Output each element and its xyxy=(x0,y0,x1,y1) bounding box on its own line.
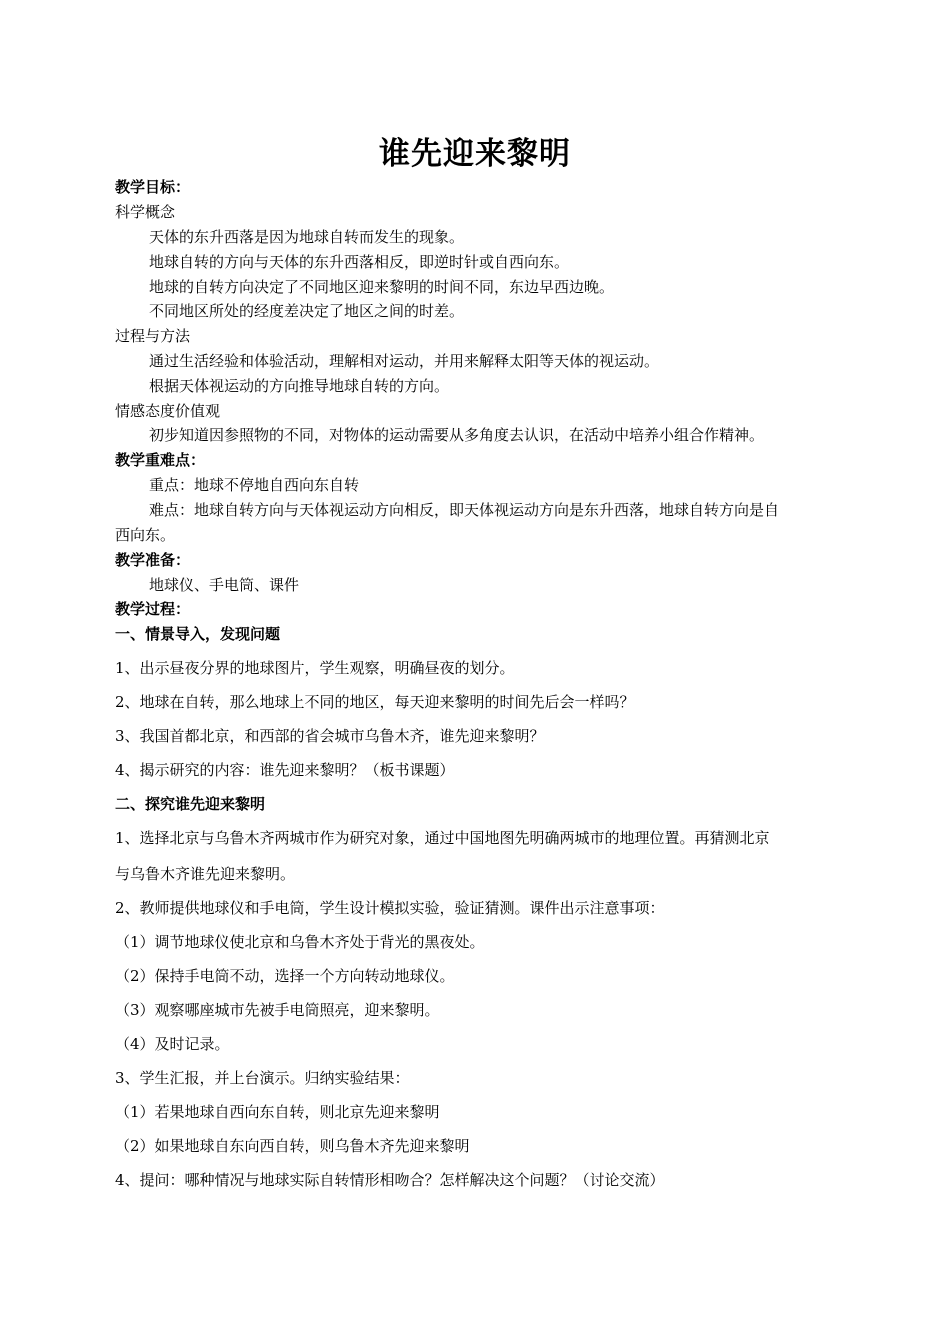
note-item: （4）及时记录。 xyxy=(115,1035,230,1053)
note-item: （2）保持手电筒不动，选择一个方向转动地球仪。 xyxy=(115,967,455,985)
process-methods-heading: 过程与方法 xyxy=(115,327,191,345)
section1-item: 3、我国首都北京，和西部的省会城市乌鲁木齐，谁先迎来黎明？ xyxy=(115,727,545,745)
difficulty-point-cont: 西向东。 xyxy=(115,526,176,544)
attitude-item: 初步知道因参照物的不同，对物体的运动需要从多角度去认识，在活动中培养小组合作精神。 xyxy=(149,426,765,444)
section1-item: 4、揭示研究的内容：谁先迎来黎明？（板书课题） xyxy=(115,761,455,779)
concept-item: 地球的自转方向决定了不同地区迎来黎明的时间不同，东边早西边晚。 xyxy=(149,278,615,296)
concept-item: 地球自转的方向与天体的东升西落相反，即逆时针或自西向东。 xyxy=(149,253,570,271)
attitudes-heading: 情感态度价值观 xyxy=(115,402,221,420)
section2-item: 2、教师提供地球仪和手电筒，学生设计模拟实验，验证猜测。课件出示注意事项： xyxy=(115,899,665,917)
process-item: 通过生活经验和体验活动，理解相对运动，并用来解释太阳等天体的视运动。 xyxy=(149,352,660,370)
process-heading: 教学过程： xyxy=(115,600,191,618)
result-item: （2）如果地球自东向西自转，则乌鲁木齐先迎来黎明 xyxy=(115,1137,470,1155)
note-item: （1）调节地球仪使北京和乌鲁木齐处于背光的黑夜处。 xyxy=(115,933,485,951)
section1-item: 2、地球在自转，那么地球上不同的地区，每天迎来黎明的时间先后会一样吗？ xyxy=(115,693,635,711)
preparation-items: 地球仪、手电筒、课件 xyxy=(149,576,300,594)
section2-heading: 二、探究谁先迎来黎明 xyxy=(115,795,266,813)
key-points-heading: 教学重难点： xyxy=(115,451,206,469)
objectives-heading: 教学目标： xyxy=(115,178,191,196)
key-point: 重点：地球不停地自西向东自转 xyxy=(149,476,360,494)
science-concepts-heading: 科学概念 xyxy=(115,203,176,221)
section2-item: 4、提问：哪种情况与地球实际自转情形相吻合？怎样解决这个问题？（讨论交流） xyxy=(115,1171,665,1189)
difficulty-point: 难点：地球自转方向与天体视运动方向相反，即天体视运动方向是东升西落，地球自转方向是自 xyxy=(149,501,780,519)
note-item: （3）观察哪座城市先被手电筒照亮，迎来黎明。 xyxy=(115,1001,440,1019)
section2-item: 1、选择北京与乌鲁木齐两城市作为研究对象，通过中国地图先明确两城市的地理位置。再猜测北京 xyxy=(115,829,770,847)
section1-item: 1、出示昼夜分界的地球图片，学生观察，明确昼夜的划分。 xyxy=(115,659,515,677)
preparation-heading: 教学准备： xyxy=(115,551,191,569)
page-title: 谁先迎来黎明 xyxy=(379,136,571,172)
section2-item: 3、学生汇报，并上台演示。归纳实验结果： xyxy=(115,1069,410,1087)
concept-item: 天体的东升西落是因为地球自转而发生的现象。 xyxy=(149,228,465,246)
result-item: （1）若果地球自西向东自转，则北京先迎来黎明 xyxy=(115,1103,440,1121)
process-item: 根据天体视运动的方向推导地球自转的方向。 xyxy=(149,377,450,395)
section1-heading: 一、情景导入，发现问题 xyxy=(115,625,281,643)
section2-item-cont: 与乌鲁木齐谁先迎来黎明。 xyxy=(115,865,296,883)
concept-item: 不同地区所处的经度差决定了地区之间的时差。 xyxy=(149,302,465,320)
